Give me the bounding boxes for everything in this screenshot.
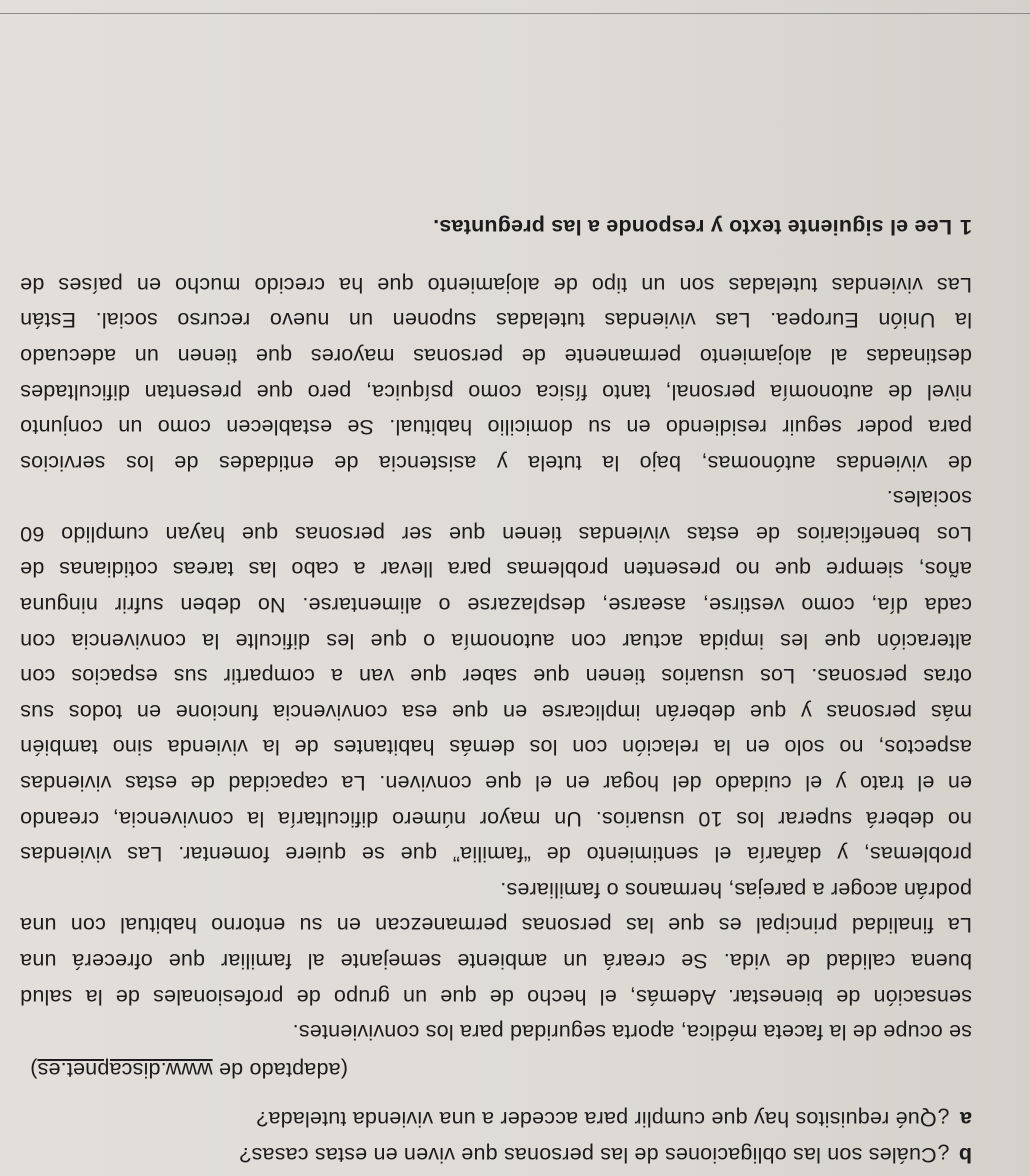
question-letter: b [958, 1143, 972, 1167]
text-line: para poder seguir residiendo en su domicilio habitual. Se establecen como un conjunto [20, 415, 972, 440]
text-line: sociales. [886, 486, 972, 511]
paragraph-1 [20, 266, 972, 515]
question-b [20, 1136, 972, 1172]
text-line: alteración que les impida actuar con autonomía o que les dificulte la convivencia con [20, 628, 972, 653]
text-line: Los beneficiarios de estas viviendas tienen que ser personas que hayan cumplido 60 [20, 521, 972, 546]
page-content [20, 209, 972, 1172]
exercise-instruction: Lee el siguiente texto y responde a las preguntas. [433, 215, 952, 240]
paragraph-3 [20, 907, 972, 1049]
text-line: La finalidad principal es que las personas permanezcan en su entorno habitual con una [20, 913, 972, 938]
text-line: Las viviendas tuteladas son un tipo de alojamiento que ha crecido mucho en países de [20, 272, 972, 297]
page-edge-divider [0, 13, 1030, 14]
exercise-number: 1 [959, 215, 972, 240]
question-text: ¿Qué requisitos hay que cumplir para acceder a una vivienda tutelada? [256, 1107, 950, 1132]
text-line: no deberá superar los 10 usuarios. Un mayor número dificultaría la convivencia, creando [20, 806, 972, 831]
text-line: de viviendas autónomas, bajo la tutela y asistencia de entidades de los servicios [20, 450, 972, 475]
text-line: sensación de bienestar. Además, el hecho de que un grupo de profesionales de la salud [20, 984, 972, 1009]
paragraph-2 [20, 515, 972, 907]
text-line: otras personas. Los usuarios tienen que saber que van a compartir sus espacios con [20, 664, 972, 689]
text-line: nivel de autonomía personal, tanto física como psíquica, pero que presentan dificultades [20, 379, 972, 404]
question-text: ¿Cuáles son las obligaciones de las personas que viven en estas casas? [239, 1143, 950, 1167]
exercise-heading [20, 209, 972, 245]
question-letter: a [959, 1107, 972, 1132]
text-line: se ocupe de la faceta médica, aporta seguridad para los convivientes. [292, 1020, 972, 1045]
source-link[interactable]: www.discapnet.es [37, 1057, 213, 1082]
text-line: aspectos, no solo en la relación con los demás habitantes de la vivienda sino también [20, 735, 972, 760]
text-line: buena calidad de vida. Se creará un ambiente semejante al familiar que ofrecerá una [20, 949, 972, 974]
text-line: cada día, como vestirse, asearse, desplazarse o alimentarse. No deben sufrir ninguna [20, 593, 972, 618]
question-a [20, 1101, 972, 1137]
text-line: destinadas al alojamiento permanente de personas mayores que tienen un adecuado [20, 343, 972, 368]
text-line: años, siempre que no presenten problemas para llevar a cabo las tareas cotidianas de [20, 557, 972, 582]
source-citation: (adaptado de www.discapnet.es) [30, 1057, 348, 1082]
text-line: problemas, y dañaría el sentimiento de “familia” que se quiere fomentar. Las viviendas [20, 842, 972, 867]
text-line: la Unión Europea. Las viviendas tuteladas suponen un nuevo recurso social. Están [20, 308, 972, 333]
text-line: en el trato y el cuidado del hogar en el que conviven. La capacidad de estas viviendas [20, 771, 972, 796]
text-line: podrán acoger a parejas, hermanos o familiares. [500, 877, 972, 902]
text-line: más personas y que deberán implicarse en que esa convivencia funcione en todos sus [20, 699, 972, 724]
